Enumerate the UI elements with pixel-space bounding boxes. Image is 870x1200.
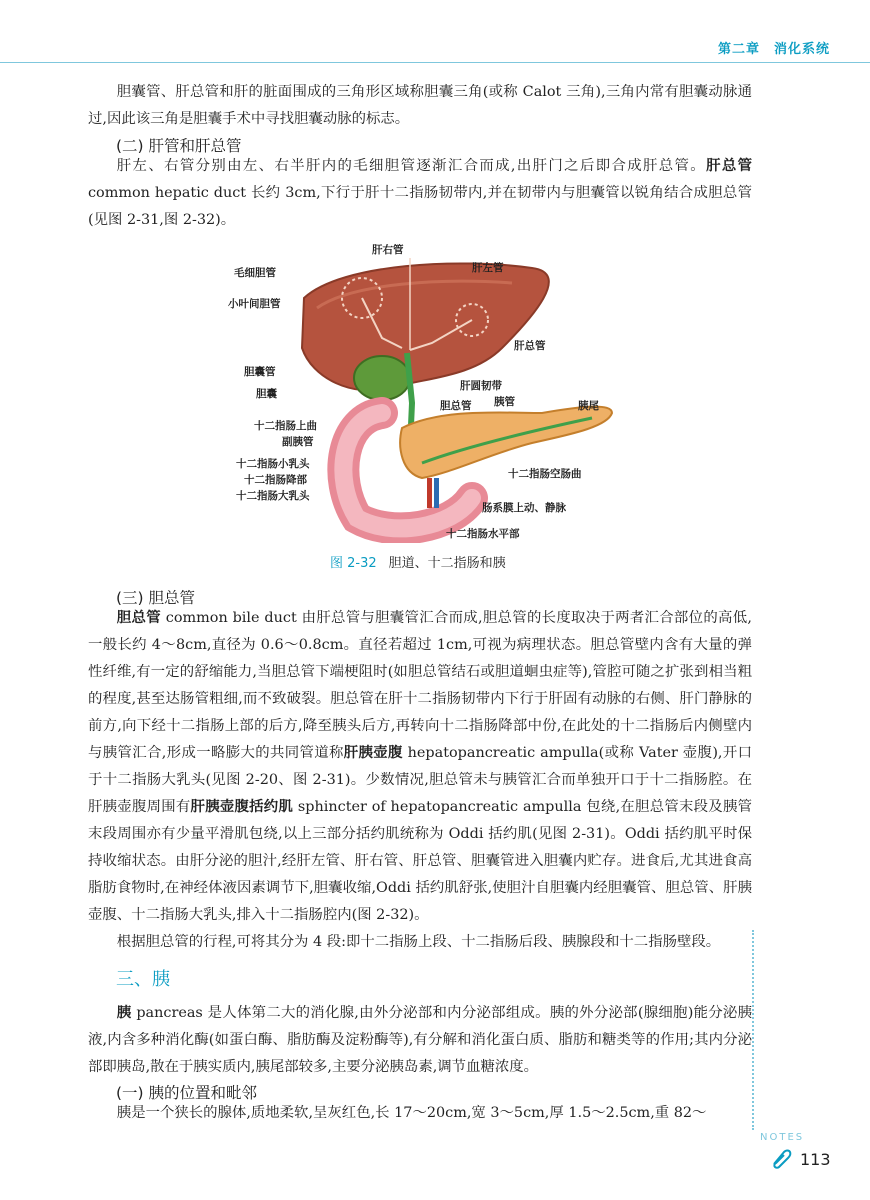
heading-pancreas-position: (一) 胰的位置和毗邻 [116,1084,258,1102]
term-ampulla: 肝胰壶腹 [343,745,403,761]
label-mesenteric: 肠系膜上动、静脉 [482,502,566,514]
caption-number: 图 2-32 [330,556,377,571]
margin-dotted-line [752,930,754,1130]
paragraph-text: hepatopancreatic ampulla(或称 Vater 壶腹),开口于十二指肠大乳头(见图 2-20、图 2-31)。少数情况,胆总管未与胰管汇合而单独开口于十二指肠腔。在肝胰壶腹周围有 [88,745,753,815]
label-minor-papilla: 十二指肠小乳头 [236,458,310,470]
figure-caption [330,552,506,571]
paperclip-icon [770,1148,794,1170]
term-common-bile: 胆总管 [116,610,161,626]
label-duo-sup: 十二指肠上曲 [254,420,317,432]
label-gallbladder: 胆囊 [256,388,277,400]
label-common-bile: 胆总管 [440,400,472,412]
heading-hepatic-ducts: (二) 肝管和肝总管 [116,137,242,155]
label-major-papilla: 十二指肠大乳头 [236,490,310,502]
paragraph-text: sphincter of hepatopancreatic ampulla 包绕,在胆总管末段及胰管末段周围亦有少量平滑肌包绕,以上三部分括约肌统称为 Oddi 括约肌(见图 2-31)。Oddi 括约肌平时保持收缩状态。由肝分泌的胆汁,经肝左管、肝右管、肝总管、胆囊管进入胆囊内贮存。进食后,尤其进食高脂肪食物时,在神经体液因素调节下,胆囊收缩,Oddi 括约肌舒张,使胆汁自胆囊内经胆囊管、胆总管、肝胰壶腹、十二指肠大乳头,排入十二指肠腔内(图 2-32)。 [88,799,752,923]
paragraph-common-bile [88,605,752,929]
label-panc-tail: 胰尾 [578,400,599,412]
paragraph-pancreas-position: 胰是一个狭长的腺体,质地柔软,呈灰红色,长 17～20cm,宽 3～5cm,厚 1.5～2.5cm,重 82～ [116,1105,707,1121]
chapter-header: 第二章 消化系统 [717,42,830,57]
paragraph-text: 肝左、右管分别由左、右半肝内的毛细胆管逐渐汇合而成,出肝门之后即合成肝总管。 [116,158,707,174]
label-interlobular: 小叶间胆管 [228,298,281,310]
term-common-hepatic: 肝总管 [706,158,752,174]
label-duo-horizontal: 十二指肠水平部 [446,528,520,540]
label-common-hepatic: 肝总管 [514,340,546,352]
paragraph-text: common bile duct 由肝总管与胆囊管汇合而成,胆总管的长度取决于两者汇合部位的高低,一般长约 4～8cm,直径为 0.6～0.8cm。直径若超过 1cm,可视为病理状态。胆总管壁内含有大量的弹性纤维,有一定的舒缩能力,当胆总管下端梗阻时(如胆总管结石或胆道蛔虫症等),管腔可随之扩张到相当粗的程度,甚至达肠管粗细,而不致破裂。胆总管在肝十二指肠韧带内下行于肝固有动脉的右侧、肝门静脉的前方,向下经十二指肠上部的后方,降至胰头后方,再转向十二指肠降部中份,在此处的十二指肠后内侧壁内与胰管汇合,形成一略膨大的共同管道称 [88,610,752,761]
label-panc-duct: 胰管 [494,396,515,408]
label-duo-jejunal: 十二指肠空肠曲 [508,468,582,480]
label-right-hepatic: 肝右管 [372,244,404,256]
heading-pancreas: 三、胰 [116,969,170,990]
label-cystic-duct: 胆囊管 [244,366,276,378]
label-bile-capillary: 毛细胆管 [234,267,276,279]
paragraph-pancreas [88,1000,752,1081]
caption-text: 胆道、十二指肠和胰 [388,556,506,571]
paragraph-hepatic-ducts [88,153,752,234]
label-accessory-duct: 副胰管 [282,436,314,448]
paragraph-text: pancreas 是人体第二大的消化腺,由外分泌部和内分泌部组成。胰的外分泌部(腺细胞)能分泌胰液,内含多种消化酶(如蛋白酶、脂肪酶及淀粉酶等),有分解和消化蛋白质、脂肪和糖类等的作用;其内分泌部即胰岛,散在于胰实质内,胰尾部较多,主要分泌胰岛素,调节血糖浓度。 [88,1005,752,1075]
anatomy-figure [228,238,632,543]
heading-common-bile: (三) 胆总管 [116,589,196,607]
label-duo-desc: 十二指肠降部 [244,474,307,486]
page-number: 113 [800,1150,831,1169]
paragraph-segments: 根据胆总管的行程,可将其分为 4 段:即十二指肠上段、十二指肠后段、胰腺段和十二指肠壁段。 [116,934,721,950]
notes-label: NOTES [760,1132,805,1143]
term-pancreas: 胰 [116,1005,132,1021]
paragraph-calot: 胆囊管、肝总管和肝的脏面围成的三角形区域称胆囊三角(或称 Calot 三角),三角内常有胆囊动脉通过,因此该三角是胆囊手术中寻找胆囊动脉的标志。 [88,84,752,127]
label-left-hepatic: 肝左管 [472,262,504,274]
header-rule [0,62,870,63]
label-round-ligament: 肝圆韧带 [460,380,502,392]
term-sphincter: 肝胰壶腹括约肌 [190,799,294,815]
paragraph-text: common hepatic duct 长约 3cm,下行于肝十二指肠韧带内,并在韧带内与胆囊管以锐角结合成胆总管(见图 2-31,图 2-32)。 [88,185,752,228]
